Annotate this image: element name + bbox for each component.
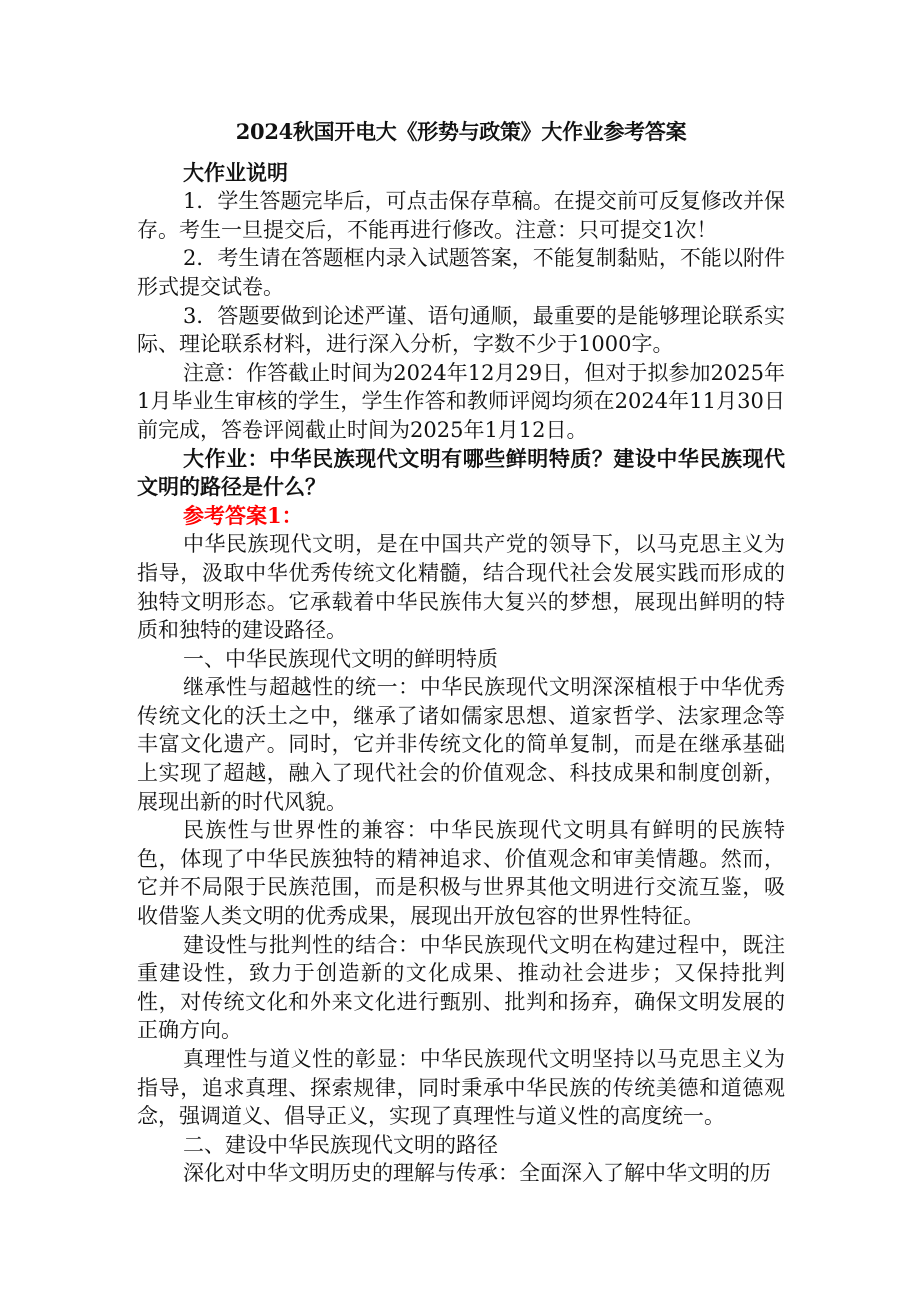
assignment-question: 大作业：中华民族现代文明有哪些鲜明特质？建设中华民族现代文明的路径是什么？ (137, 445, 785, 500)
deadline-note: 注意：作答截止时间为2024年12月29日，但对于拟参加2025年1月毕业生审核的学生，学生作答和教师评阅均须在2024年11月30日前完成，答卷评阅截止时间为2025年1月12日。 (137, 360, 786, 442)
section-heading-2: 二、建设中华民族现代文明的路径 (183, 1132, 498, 1157)
answer-paragraph: 建设性与批判性的结合：中华民族现代文明在构建过程中，既注重建设性，致力于创造新的文化成果、推动社会进步；又保持批判性，对传统文化和外来文化进行甄别、批判和扬弃，确保文明发展的正确方向。 (137, 932, 785, 1043)
answer-paragraph: 真理性与道义性的彰显：中华民族现代文明坚持以马克思主义为指导，追求真理、探索规律，同时秉承中华民族的传统美德和道德观念，强调道义、倡导正义，实现了真理性与道义性的高度统一。 (137, 1047, 785, 1129)
instructions-heading: 大作业说明 (183, 159, 288, 185)
document-page (137, 118, 785, 1188)
section-heading-1: 一、中华民族现代文明的鲜明特质 (183, 646, 498, 671)
document-title: 2024秋国开电大《形势与政策》大作业参考答案 (235, 119, 687, 144)
answer-paragraph: 深化对中华文明历史的理解与传承：全面深入了解中华文明的历 (183, 1161, 771, 1186)
answer-label: 参考答案1： (183, 502, 303, 528)
answer-paragraph: 民族性与世界性的兼容：中华民族现代文明具有鲜明的民族特色，体现了中华民族独特的精神追求、价值观念和审美情趣。然而，它并不局限于民族范围，而是积极与世界其他文明进行交流互鉴，吸收借鉴人类文明的优秀成果，展现出开放包容的世界性特征。 (137, 818, 785, 929)
answer-intro: 中华民族现代文明，是在中国共产党的领导下，以马克思主义为指导，汲取中华优秀传统文化精髓，结合现代社会发展实践而形成的独特文明形态。它承载着中华民族伟大复兴的梦想，展现出鲜明的特质和独特的建设路径。 (137, 532, 785, 643)
instruction-item-1: 1．学生答题完毕后，可点击保存草稿。在提交前可反复修改并保存。考生一旦提交后，不能再进行修改。注意：只可提交1次！ (137, 189, 785, 242)
answer-paragraph: 继承性与超越性的统一：中华民族现代文明深深植根于中华优秀传统文化的沃土之中，继承了诸如儒家思想、道家哲学、法家理念等丰富文化遗产。同时，它并非传统文化的简单复制，而是在继承基础上实现了超越，融入了现代社会的价值观念、科技成果和制度创新，展现出新的时代风貌。 (137, 675, 785, 814)
instruction-item-2: 2．考生请在答题框内录入试题答案，不能复制黏贴，不能以附件形式提交试卷。 (137, 246, 785, 299)
instruction-item-3: 3．答题要做到论述严谨、语句通顺，最重要的是能够理论联系实际、理论联系材料，进行深入分析，字数不少于1000字。 (137, 303, 785, 357)
